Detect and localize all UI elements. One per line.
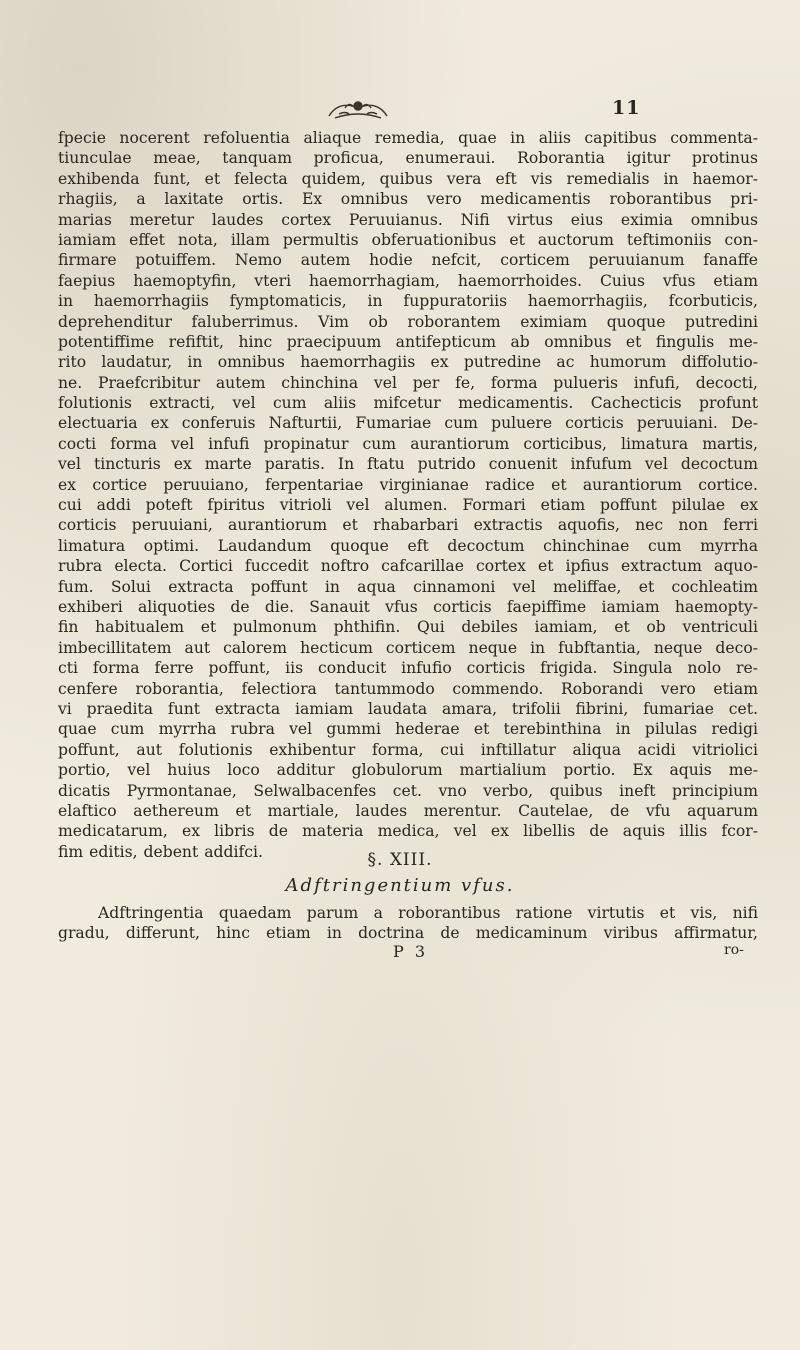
- text-line: iamiam effet nota, illam permultis obferuationibus et auctorum teftimoniis con-: [58, 230, 758, 249]
- text-line: poffunt, aut folutionis exhibentur forma, cui inftillatur aliqua acidi vitriolici: [58, 740, 758, 759]
- text-line: folutionis extracti, vel cum aliis mifcetur medicamentis. Cachecticis profunt: [58, 394, 758, 413]
- body-paragraph: [58, 128, 758, 862]
- text-line: imbecillitatem aut calorem hecticum corticem neque in fubftantia, neque deco-: [58, 638, 758, 657]
- text-line: vi praedita funt extracta iamiam laudata amara, trifolii fibrini, fumariae cet.: [58, 699, 758, 718]
- text-line: corticis peruuiani, aurantiorum et rhabarbari extractis aquofis, nec non ferri: [58, 516, 758, 535]
- text-line: fpecie nocerent refoluentia aliaque remedia, quae in aliis capitibus commenta-: [58, 129, 758, 147]
- text-line: exhiberi aliquoties de die. Sanauit vfus corticis faepiffime iamiam haemopty-: [58, 597, 758, 616]
- text-line: elaftico aethereum et martiale, laudes merentur. Cautelae, de vfu aquarum: [58, 801, 758, 820]
- text-line: Adftringentia quaedam parum a roborantibus ratione virtutis et vis, nifi: [98, 904, 758, 922]
- text-line: quae cum myrrha rubra vel gummi hederae et terebinthina in pilulas redigi: [58, 720, 758, 739]
- text-line: tiunculae meae, tanquam proficua, enumeraui. Roborantia igitur protinus: [58, 149, 758, 168]
- text-line: medicatarum, ex libris de materia medica, vel ex libellis de aquis illis fcor-: [58, 822, 758, 841]
- text-line: dicatis Pyrmontanae, Selwalbacenfes cet. vno verbo, quibus ineft principium: [58, 781, 758, 800]
- text-line: cui addi poteft fpiritus vitrioli vel alumen. Formari etiam poffunt pilulae ex: [58, 496, 758, 515]
- text-line: portio, vel huius loco additur globulorum martialium portio. Ex aquis me-: [58, 761, 758, 780]
- text-line: rhagiis, a laxitate ortis. Ex omnibus vero medicamentis roborantibus pri-: [58, 190, 758, 209]
- section-title: Adftringentium vfus.: [285, 875, 515, 896]
- text-line: in haemorrhagiis fymptomaticis, in fuppuratoriis haemorrhagiis, fcorbuticis,: [58, 292, 758, 311]
- text-line: potentiffime refiftit, hinc praecipuum antifepticum ab omnibus et fingulis me-: [58, 332, 758, 351]
- text-line: gradu, differunt, hinc etiam in doctrina de medicaminum viribus affirmatur,: [58, 924, 758, 943]
- text-line: cenfere roborantia, felectiora tantummodo commendo. Roborandi vero etiam: [58, 679, 758, 698]
- signature-mark: P 3: [393, 942, 429, 961]
- text-line: rito laudatur, in omnibus haemorrhagiis ex putredine ac humorum diffolutio-: [58, 353, 758, 372]
- section-number: §. XIII.: [367, 850, 433, 870]
- printer-ornament: [325, 96, 391, 122]
- text-line: electuaria ex conferuis Nafturtii, Fumariae cum puluere corticis peruuiani. De-: [58, 414, 758, 433]
- text-line: vel tincturis ex marte paratis. In ftatu putrido conuenit infufum vel decoctum: [58, 455, 758, 474]
- text-line: faepius haemoptyfin, vteri haemorrhagiam, haemorrhoides. Cuius vfus etiam: [58, 271, 758, 290]
- text-line: ne. Praefcribitur autem chinchina vel per fe, forma pulueris infufi, decocti,: [58, 373, 758, 392]
- text-line: fim editis, debent addifci.: [58, 842, 263, 861]
- text-line: exhibenda funt, et felecta quidem, quibus vera eft vis remedialis in haemor-: [58, 169, 758, 188]
- text-line: fin habitualem et pulmonum phthifin. Qui debiles iamiam, et ob ventriculi: [58, 618, 758, 637]
- text-line: marias meretur laudes cortex Peruuianus. Nifi virtus eius eximia omnibus: [58, 210, 758, 229]
- section-paragraph: [58, 903, 758, 944]
- text-line: rubra electa. Cortici fuccedit noftro cafcarillae cortex et ipfius extractum aquo-: [58, 557, 758, 576]
- text-line: cti forma ferre poffunt, iis conducit infufio corticis frigida. Singula nolo re-: [58, 659, 758, 678]
- text-line: fum. Solui extracta poffunt in aqua cinnamoni vel meliffae, et cochleatim: [58, 577, 758, 596]
- text-line: ex cortice peruuiano, ferpentariae virginianae radice et aurantiorum cortice.: [58, 475, 758, 494]
- page-number: 11: [612, 97, 641, 119]
- text-line: limatura optimi. Laudandum quoque eft decoctum chinchinae cum myrrha: [58, 536, 758, 555]
- text-line: cocti forma vel infufi propinatur cum aurantiorum corticibus, limatura martis,: [58, 434, 758, 453]
- catchword: ro-: [724, 942, 744, 958]
- text-line: firmare potuiffem. Nemo autem hodie nefcit, corticem peruuianum fanaffe: [58, 251, 758, 270]
- text-line: deprehenditur faluberrimus. Vim ob roborantem eximiam quoque putredini: [58, 312, 758, 331]
